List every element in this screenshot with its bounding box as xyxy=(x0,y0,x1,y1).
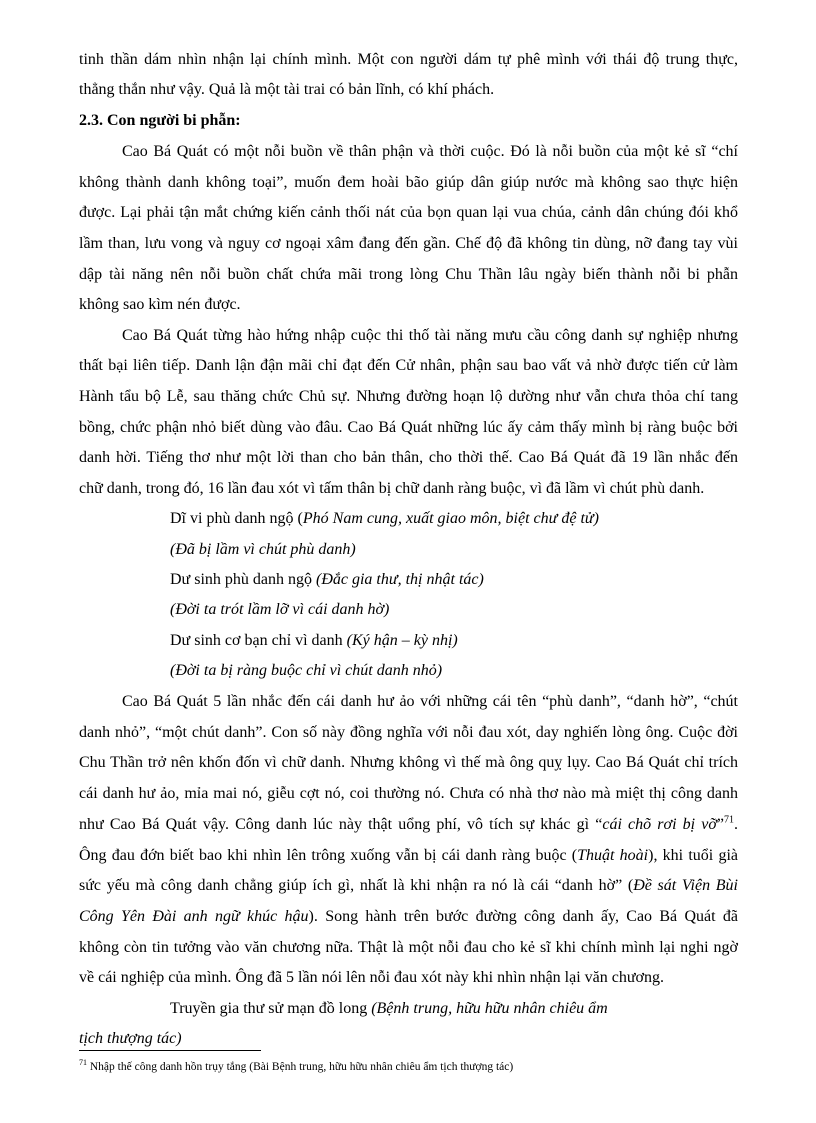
quote-line: Dư sinh cơ bạn chỉ vì danh (Ký hận – kỳ nhị) xyxy=(170,632,458,649)
body-line: Hành tẩu bộ Lễ, sau thăng chức Chủ sự. Nhưng đường hoạn lộ dường như vẫn chưa thỏa chí tang xyxy=(79,388,738,405)
body-line: dập tài năng nên nỗi buồn chất chứa mãi trong lòng Chu Thần lâu ngày biến thành nỗi bi phẫn xyxy=(79,266,738,283)
body-line: Ông đau đớn biết bao khi nhìn lên trông xuống vẫn bị cái danh ràng buộc (Thuật hoài), khi tuổi già xyxy=(79,847,738,864)
body-line: như Cao Bá Quát vậy. Công danh lúc này thật uổng phí, vô tích sự khác gì “cái chõ rơi bị vỡ”$^{71}$. xyxy=(79,814,738,833)
body-line: tinh thần dám nhìn nhận lại chính mình. Một con người dám tự phê mình với thái độ trung thực, xyxy=(79,51,738,68)
body-line: bồng, chức phận nhỏ biết dùng vào đâu. Cao Bá Quát những lúc ấy cảm thấy mình bị ràng buộc bởi xyxy=(79,419,738,436)
paragraph-first-line: Cao Bá Quát từng hào hứng nhập cuộc thi thố tài năng mưu cầu công danh sự nghiệp nhưng xyxy=(122,327,738,344)
body-line: danh nhỏ”, “một chút danh”. Con số này đồng nghĩa với nỗi đau xót, day nghiến lòng ông. Cuộc đời xyxy=(79,724,738,741)
paragraph-first-line: Cao Bá Quát 5 lần nhắc đến cái danh hư ảo với những cái tên “phù danh”, “danh hờ”, “chút xyxy=(122,693,738,710)
body-line: sức yếu mà công danh chẳng giúp ích gì, nhất là khi nhận ra nó là cái “danh hờ” (Đề sát Viện Bùi xyxy=(79,877,738,894)
body-line: không thành danh không toại”, muốn đem hoài bão giúp dân giúp nước mà không sao thực hiện xyxy=(79,174,738,191)
body-line: lầm than, lưu vong và nguy cơ ngoại xâm đang đến gần. Chế độ đã không tin dùng, nỡ đang tay vùi xyxy=(79,235,738,252)
body-line: về cái nghiệp của mình. Ông đã 5 lần nói lên nỗi đau xót này khi nhìn nhận lại văn chương. xyxy=(79,969,664,986)
quote-line: Truyền gia thư sử mạn đồ long (Bệnh trung, hữu hữu nhân chiêu ẩm xyxy=(170,1000,608,1017)
quote-line: Dĩ vi phù danh ngộ (Phó Nam cung, xuất giao môn, biệt chư đệ tử) xyxy=(170,510,599,527)
quote-line-continuation: tịch thượng tác) xyxy=(79,1030,182,1047)
section-heading: 2.3. Con người bi phẫn: xyxy=(79,112,241,129)
body-line: chữ danh, trong đó, 16 lần đau xót vì tấm thân bị chữ danh ràng buộc, vì đã lầm vì chút phù danh. xyxy=(79,480,705,497)
body-line: Chu Thần trở nên khốn đốn vì chữ danh. Nhưng không vì thế mà ông quỵ lụy. Cao Bá Quát chỉ trích xyxy=(79,754,738,771)
quote-line: Dư sinh phù danh ngộ (Đắc gia thư, thị nhật tác) xyxy=(170,571,484,588)
body-line: được. Lại phải tận mắt chứng kiến cảnh thối nát của bọn quan lại vua chúa, cảnh dân chúng đói khổ xyxy=(79,204,738,221)
body-line: thất bại liên tiếp. Danh lận đận mãi chỉ đạt đến Cử nhân, phận sau bao vất vả nhờ được tiến cử làm xyxy=(79,357,738,374)
quote-translation: (Đời ta bị ràng buộc chỉ vì chút danh nhỏ) xyxy=(170,662,443,679)
body-line: thẳng thắn như vậy. Quả là một tài trai có bản lĩnh, có khí phách. xyxy=(79,81,495,98)
body-line: cái danh hư ảo, mỉa mai nó, giễu cợt nó, coi thường nó. Chưa có nhà thơ nào mà miệt thị công danh xyxy=(79,785,738,802)
body-line: danh hời. Tiếng thơ như một lời than cho bản thân, cho thời thế. Cao Bá Quát đã 19 lần nhắc đến xyxy=(79,449,738,466)
footnote-separator xyxy=(79,1050,261,1051)
quote-translation: (Đã bị lầm vì chút phù danh) xyxy=(170,541,356,558)
footnote xyxy=(79,1060,513,1074)
paragraph-first-line: Cao Bá Quát có một nỗi buồn về thân phận và thời cuộc. Đó là nỗi buồn của một kẻ sĩ “chí xyxy=(122,143,738,160)
body-line: Công Yên Đài anh ngữ khúc hậu). Song hành trên bước đường công danh ấy, Cao Bá Quát đã xyxy=(79,908,738,925)
body-line: không còn tin tưởng vào văn chương nữa. Thật là một nỗi đau cho kẻ sĩ khi chính mình lại nghi ngờ xyxy=(79,939,738,956)
quote-translation: (Đời ta trót lầm lỡ vì cái danh hờ) xyxy=(170,601,390,618)
footnote-number: 71 xyxy=(79,1058,87,1068)
body-line: không sao kìm nén được. xyxy=(79,296,241,313)
footnote-text: Nhập thế công danh hồn trụy tắng (Bài Bệnh trung, hữu hữu nhân chiêu ẩm tịch thượng tác) xyxy=(87,1061,514,1073)
footnote-ref: 71 xyxy=(724,814,734,826)
